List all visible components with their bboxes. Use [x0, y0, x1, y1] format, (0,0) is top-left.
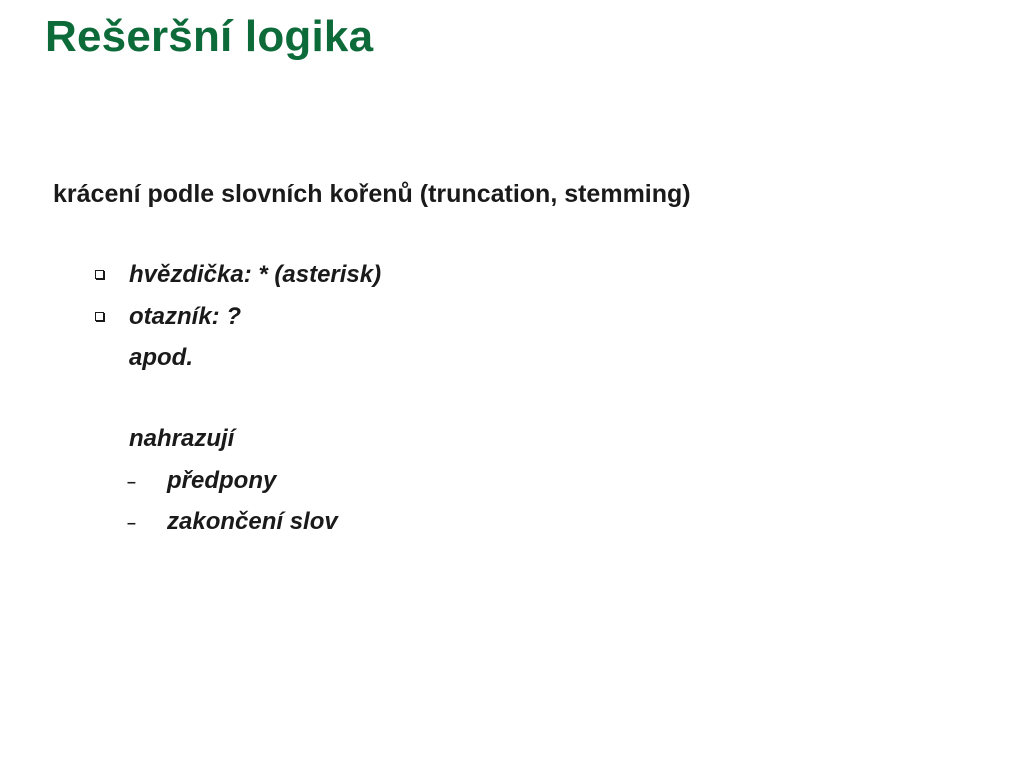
square-bullet-icon [95, 312, 104, 321]
bullet-item-asterisk: hvězdička: * (asterisk) [129, 261, 382, 288]
replace-heading: nahrazují [129, 425, 235, 452]
dash-item-word-endings: zakončení slov [167, 508, 338, 535]
slide-title: Rešeršní logika [45, 12, 374, 61]
dash-item-prefixes: předpony [167, 467, 277, 494]
slide-subtitle: krácení podle slovních kořenů (truncation, stemming) [53, 180, 691, 208]
dash-marker: – [127, 515, 136, 532]
continuation-text: apod. [129, 344, 193, 371]
dash-marker: – [127, 474, 136, 491]
bullet-item-question-mark: otazník: ? [129, 303, 241, 330]
square-bullet-icon [95, 270, 104, 279]
